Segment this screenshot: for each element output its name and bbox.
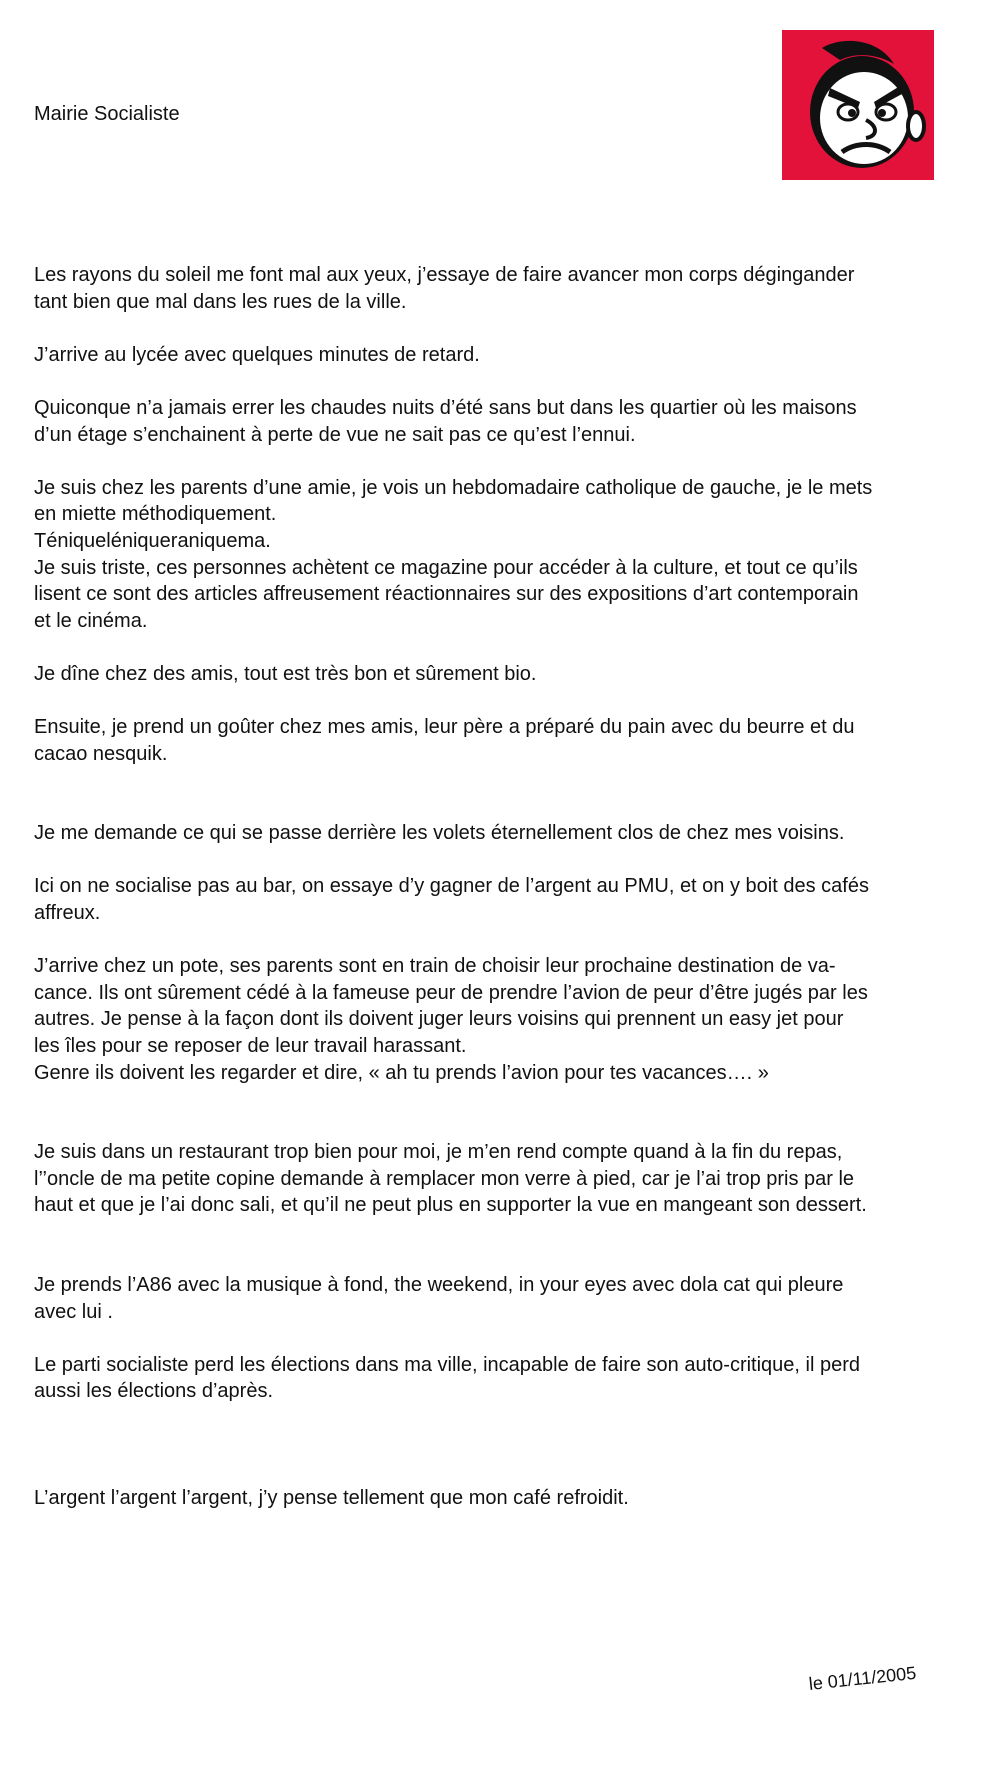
paragraph: [34, 1139, 974, 1219]
paragraph: [34, 395, 974, 448]
document-date: le 01/11/2005: [807, 1662, 918, 1695]
paragraph-line: en miette méthodiquement.: [34, 503, 277, 526]
paragraph-line: cance. Ils ont sûrement cédé à la fameuse peur de prendre l’avion de peur d’être jugés par les: [34, 981, 868, 1004]
paragraph-line: Je suis dans un restaurant trop bien pour moi, je m’en rend compte quand à la fin du repas,: [34, 1141, 843, 1164]
paragraph: [34, 1485, 974, 1512]
paragraph-line: Je suis triste, ces personnes achètent ce magazine pour accéder à la culture, et tout ce qu’ils: [34, 556, 858, 579]
paragraph-line: J’arrive au lycée avec quelques minutes de retard.: [34, 343, 480, 366]
paragraph-line: L’argent l’argent l’argent, j’y pense tellement que mon café refroidit.: [34, 1486, 629, 1509]
paragraph-line: et le cinéma.: [34, 609, 148, 632]
paragraph-line: Je prends l’A86 avec la musique à fond, the weekend, in your eyes avec dola cat qui pleure: [34, 1274, 844, 1296]
paragraph: [34, 1352, 974, 1405]
paragraph: [34, 661, 974, 688]
paragraph-line: tant bien que mal dans les rues de la ville.: [34, 290, 407, 313]
paragraph-line: Je me demande ce qui se passe derrière les volets éternellement clos de chez mes voisins.: [34, 822, 845, 845]
angry-cartoon-face-icon: [782, 30, 934, 180]
document-body: [34, 262, 974, 1512]
paragraph-line: avec lui .: [34, 1300, 113, 1323]
paragraph-line: Les rayons du soleil me font mal aux yeux, j’essaye de faire avancer mon corps dégingander: [34, 264, 855, 286]
paragraph-line: l’’oncle de ma petite copine demande à remplacer mon verre à pied, car je l’ai trop pris par le: [34, 1167, 855, 1190]
paragraph-line: d’un étage s’enchainent à perte de vue ne sait pas ce qu’est l’ennui.: [34, 423, 636, 446]
paragraph-line: Téniqueléniqueraniquema.: [34, 529, 271, 552]
paragraph: [34, 475, 974, 635]
logo: [782, 30, 934, 180]
paragraph: [34, 953, 974, 1086]
paragraph-line: lisent ce sont des articles affreusement réactionnaires sur des expositions d’art contemporain: [34, 583, 859, 606]
document-title: Mairie Socialiste: [34, 103, 180, 125]
paragraph-line: haut et que je l’ai donc sali, et qu’il ne peut plus en supporter la vue en mangeant son dessert.: [34, 1194, 867, 1217]
paragraph-line: Ici on ne socialise pas au bar, on essaye d’y gagner de l’argent au PMU, et on y boit des cafés: [34, 875, 869, 898]
paragraph: [34, 262, 974, 315]
paragraph-line: Ensuite, je prend un goûter chez mes amis, leur père a préparé du pain avec du beurre et du: [34, 716, 855, 739]
paragraph-line: affreux.: [34, 902, 101, 925]
paragraph-line: Je suis chez les parents d’une amie, je vois un hebdomadaire catholique de gauche, je le mets: [34, 476, 873, 499]
paragraph: [34, 342, 974, 369]
paragraph-line: cacao nesquik.: [34, 742, 168, 765]
paragraph-line: Je dîne chez des amis, tout est très bon et sûrement bio.: [34, 662, 537, 685]
paragraph-line: les îles pour se reposer de leur travail harassant.: [34, 1035, 467, 1058]
paragraph-line: aussi les élections d’après.: [34, 1380, 274, 1403]
paragraph-line: Le parti socialiste perd les élections dans ma ville, incapable de faire son auto-critique, il perd: [34, 1353, 861, 1376]
paragraph-line: Quiconque n’a jamais errer les chaudes nuits d’été sans but dans les quartier où les maisons: [34, 396, 857, 419]
paragraph: [34, 1272, 974, 1325]
paragraph: [34, 820, 974, 847]
paragraph-line: J’arrive chez un pote, ses parents sont en train de choisir leur prochaine destination de va-: [34, 955, 836, 978]
paragraph-line: autres. Je pense à la façon dont ils doivent juger leurs voisins qui prennent un easy jet pour: [34, 1008, 844, 1031]
paragraph: [34, 873, 974, 926]
paragraph-line: Genre ils doivent les regarder et dire, « ah tu prends l’avion pour tes vacances…. »: [34, 1061, 769, 1084]
paragraph: [34, 714, 974, 767]
